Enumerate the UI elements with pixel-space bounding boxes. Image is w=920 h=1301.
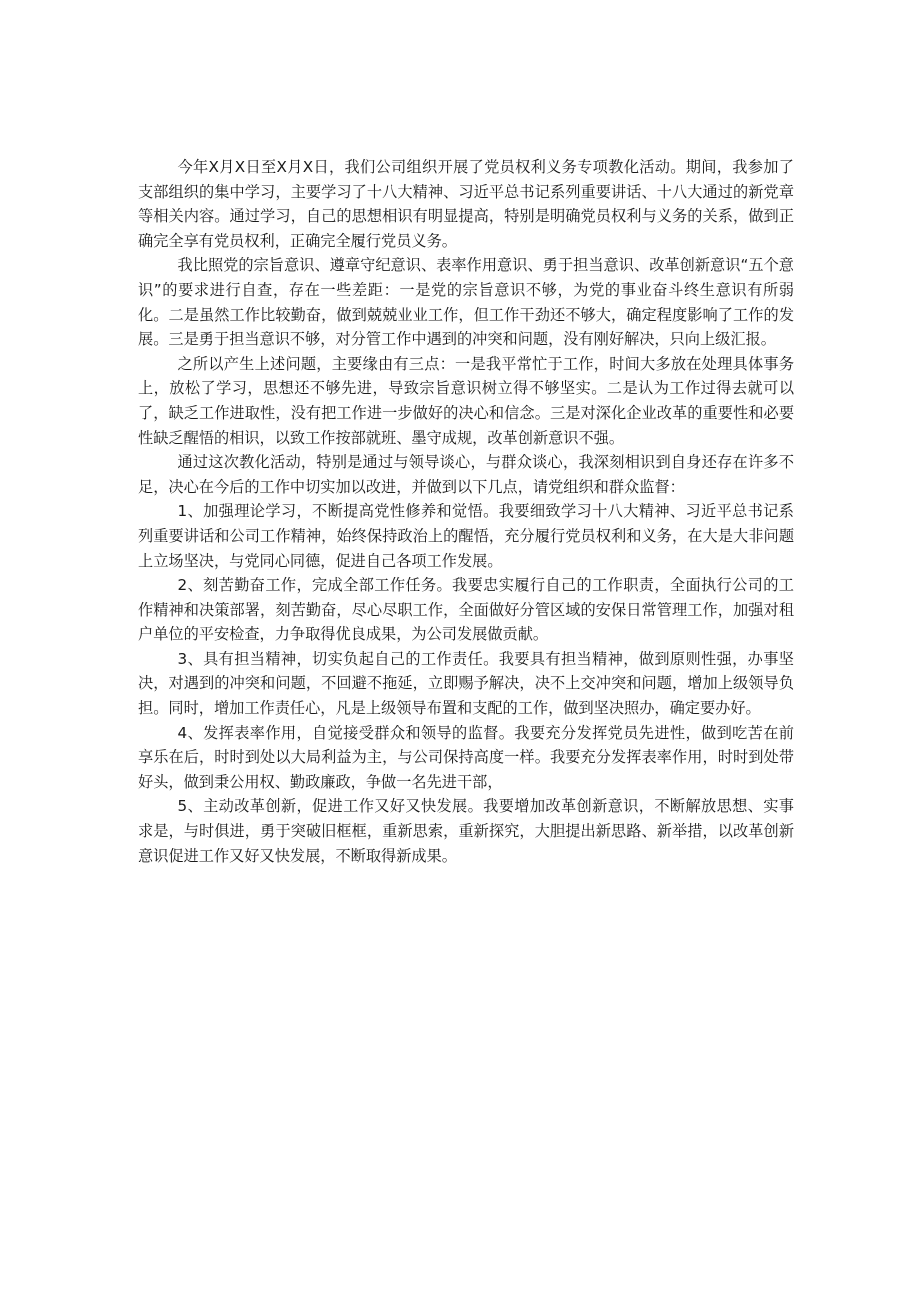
paragraph-point-1: 1、加强理论学习，不断提高党性修养和觉悟。我要细致学习十八大精神、习近平总书记系列重要讲话和公司工作精神，始终保持政治上的醒悟，充分履行党员权利和义务，在大是大非问题上立场坚决，与党同心同德，促进自己各项工作发展。 (138, 502, 794, 570)
document-body (138, 155, 794, 868)
paragraph-point-5: 5、主动改革创新，促进工作又好又快发展。我要增加改革创新意识，不断解放思想、实事求是，与时俱进，勇于突破旧框框，重新思索，重新探究，大胆提出新思路、新举措，以改革创新意识促进工作又好又快发展，不断取得新成果。 (138, 797, 794, 865)
paragraph-point-3: 3、具有担当精神，切实负起自己的工作责任。我要具有担当精神，做到原则性强，办事坚决，对遇到的冲突和问题，不回避不拖延，立即赐予解决，决不上交冲突和问题，增加上级领导负担。同时，增加工作责任心，凡是上级领导布置和支配的工作，做到坚决照办，确定要办好。 (138, 649, 794, 718)
paragraph-point-2: 2、刻苦勤奋工作，完成全部工作任务。我要忠实履行自己的工作职责，全面执行公司的工作精神和决策部署，刻苦勤奋，尽心尽职工作，全面做好分管区域的安保日常管理工作，加强对租户单位的平安检查，力争取得优良成果，为公司发展做贡献。 (138, 576, 794, 644)
paragraph-point-4: 4、发挥表率作用，自觉接受群众和领导的监督。我要充分发挥党员先进性，做到吃苦在前享乐在后，时时到处以大局利益为主，与公司保持高度一样。我要充分发挥表率作用，时时到处带好头，做到秉公用权、勤政廉政，争做一名先进干部， (138, 723, 794, 791)
paragraph-causes: 之所以产生上述问题，主要缘由有三点：一是我平常忙于工作，时间大多放在处理具体事务上，放松了学习，思想还不够先进，导致宗旨意识树立得不够坚实。二是认为工作过得去就可以了，缺乏工作进取性，没有把工作进一步做好的决心和信念。三是对深化企业改革的重要性和必要性缺乏醒悟的相识，以致工作按部就班、墨守成规，改革创新意识不强。 (138, 354, 794, 447)
paragraph-intro: 今年X月X日至X月X日，我们公司组织开展了党员权利义务专项教化活动。期间，我参加了支部组织的集中学习，主要学习了十八大精神、习近平总书记系列重要讲话、十八大通过的新党章等相关内容。通过学习，自己的思想相识有明显提高，特别是明确党员权利与义务的关系，做到正确完全享有党员权利，正确完全履行党员义务。 (138, 158, 794, 250)
paragraph-self-check: 我比照党的宗旨意识、遵章守纪意识、表率作用意识、勇于担当意识、改革创新意识“五个意识”的要求进行自查，存在一些差距：一是党的宗旨意识不够，为党的事业奋斗终生意识有所弱化。二是虽然工作比较勤奋，做到兢兢业业工作，但工作干劲还不够大，确定程度影响了工作的发展。三是勇于担当意识不够，对分管工作中遇到的冲突和问题，没有刚好解决，只向上级汇报。 (138, 256, 794, 349)
paragraph-resolution: 通过这次教化活动，特别是通过与领导谈心，与群众谈心，我深刻相识到自身还存在许多不足，决心在今后的工作中切实加以改进，并做到以下几点，请党组织和群众监督： (138, 453, 794, 496)
